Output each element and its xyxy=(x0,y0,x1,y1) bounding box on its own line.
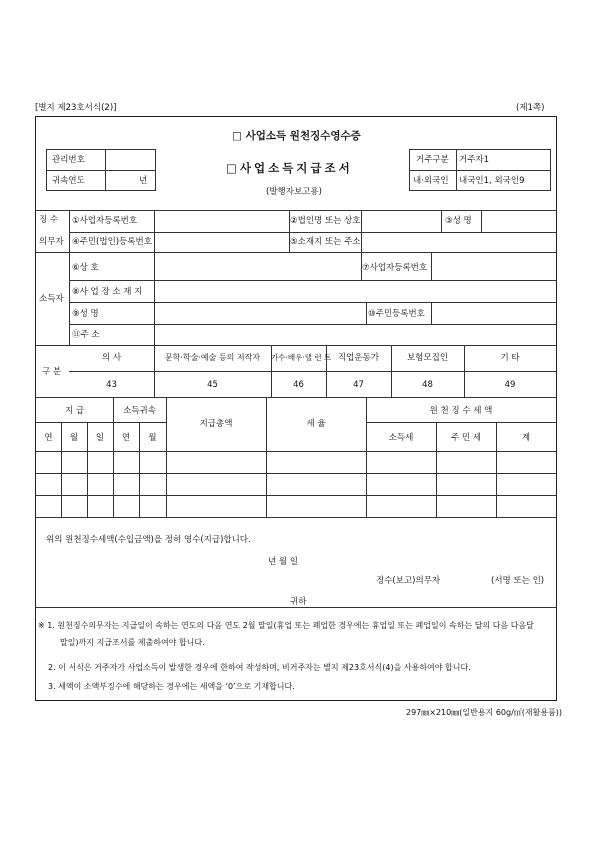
category-doctor: 의 사 xyxy=(101,353,122,363)
year-unit: 년 xyxy=(139,176,148,186)
pay-day-header: 일 xyxy=(95,433,105,443)
withholding-header: 원 천 징 수 세 액 xyxy=(429,406,493,416)
earner-name-label: ⑨성 명 xyxy=(72,309,99,319)
pay-month-header: 월 xyxy=(69,433,79,443)
earner-business-reg-no-label: ⑦사업자등록번호 xyxy=(362,263,428,273)
title-issuer-copy: (발행자보고용) xyxy=(266,187,322,197)
business-reg-no-label: ①사업자등록번호 xyxy=(72,216,138,226)
receipt-date: 년 월 일 xyxy=(268,557,299,567)
form-number: [별지 제23호서식(2)] xyxy=(35,103,117,113)
corp-name-label: ②법인명 또는 상호 xyxy=(290,216,361,226)
income-year-header: 소득귀속 xyxy=(123,406,156,416)
category-other: 기 타 xyxy=(500,353,520,363)
category-code-47: 47 xyxy=(353,380,364,390)
income-month-header: 월 xyxy=(148,433,157,443)
form-frame xyxy=(35,116,557,701)
category-code-45: 45 xyxy=(207,380,218,390)
income-year-sub-header: 연 xyxy=(121,433,131,443)
nationality-value: 내국인1, 외국인9 xyxy=(459,176,525,186)
category-code-43: 43 xyxy=(106,380,117,390)
tax-rate-header: 세 율 xyxy=(306,419,326,429)
receipt-statement: 위의 원천징수세액(수입금액)을 정히 영수(지급)합니다. xyxy=(46,535,251,545)
pay-year-header: 연 xyxy=(44,433,53,443)
payer-name-label: ③성 명 xyxy=(445,216,472,226)
note-1a: ※ 1. 원천징수의무자는 지급일이 속하는 연도의 다음 연도 2월 말일(휴업 또는 폐업한 경우에는 휴업일 또는 폐업일이 속하는 달의 다음 다음달 xyxy=(38,621,534,630)
category-insurance-agent: 보험모집인 xyxy=(406,353,449,363)
sum-header: 계 xyxy=(521,433,531,443)
nationality-label: 내·외국인 xyxy=(413,176,449,186)
earner-label: 소득자 xyxy=(39,294,64,304)
note-2: 2. 이 서식은 거주자가 사업소득이 발생한 경우에 한하여 작성하며, 비거주자는 별지 제23호서식(4)을 사용하여야 합니다. xyxy=(48,663,471,672)
page-number: (제1쪽) xyxy=(516,103,545,113)
payer-label-a: 징 수 xyxy=(39,215,59,225)
residency-value: 거주자1 xyxy=(459,155,490,165)
earner-trade-name-label: ⑥상 호 xyxy=(72,263,99,273)
income-tax-header: 소득세 xyxy=(388,433,414,443)
category-athlete: 직업운동가 xyxy=(337,353,380,363)
addressee-label: 귀하 xyxy=(290,597,307,607)
earner-address-label: ⑪주 소 xyxy=(72,330,100,340)
payer-address-label: ⑤소재지 또는 주소 xyxy=(290,237,361,247)
category-code-49: 49 xyxy=(504,380,516,390)
title-payment-statement: □사업소득지급조서 xyxy=(226,161,353,175)
category-entertainer: 가수·배우·탤 런 트 xyxy=(271,353,332,362)
payment-header: 지 급 xyxy=(64,406,85,416)
earner-workplace-label: ⑧사 업 장 소 재 지 xyxy=(72,287,143,297)
residency-label: 거주구분 xyxy=(416,155,449,165)
note-3: 3. 세액이 소액부징수에 해당하는 경우에는 세액을 ‘0’으로 기재합니다. xyxy=(48,682,295,691)
year-label: 귀속연도 xyxy=(52,176,85,186)
category-author: 문학·학술·예술 등의 저작자 xyxy=(164,353,261,362)
category-code-48: 48 xyxy=(422,380,433,390)
category-label: 구 분 xyxy=(42,367,62,377)
earner-resident-no-label: ⑩주민등록번호 xyxy=(368,309,425,319)
payer-label-b: 의무자 xyxy=(39,237,64,247)
corp-reg-no-label: ④주민(법인)등록번호 xyxy=(72,237,152,247)
note-1b: 말일)까지 지급조서를 제출하여야 합니다. xyxy=(60,638,205,647)
total-payment-header: 지급총액 xyxy=(199,419,233,429)
resident-tax-header: 주 민 세 xyxy=(450,433,482,443)
category-code-46: 46 xyxy=(293,380,304,390)
mgmt-no-label: 관리번호 xyxy=(52,155,85,165)
paper-spec: 297㎜×210㎜(일반용지 60g/㎡(재활용품)) xyxy=(406,708,563,717)
withholding-agent-label: 징수(보고)의무자 xyxy=(376,576,441,586)
signature-label: (서명 또는 인) xyxy=(491,576,545,586)
title-withholding-receipt: □ 사업소득 원천징수영수증 xyxy=(232,130,361,142)
